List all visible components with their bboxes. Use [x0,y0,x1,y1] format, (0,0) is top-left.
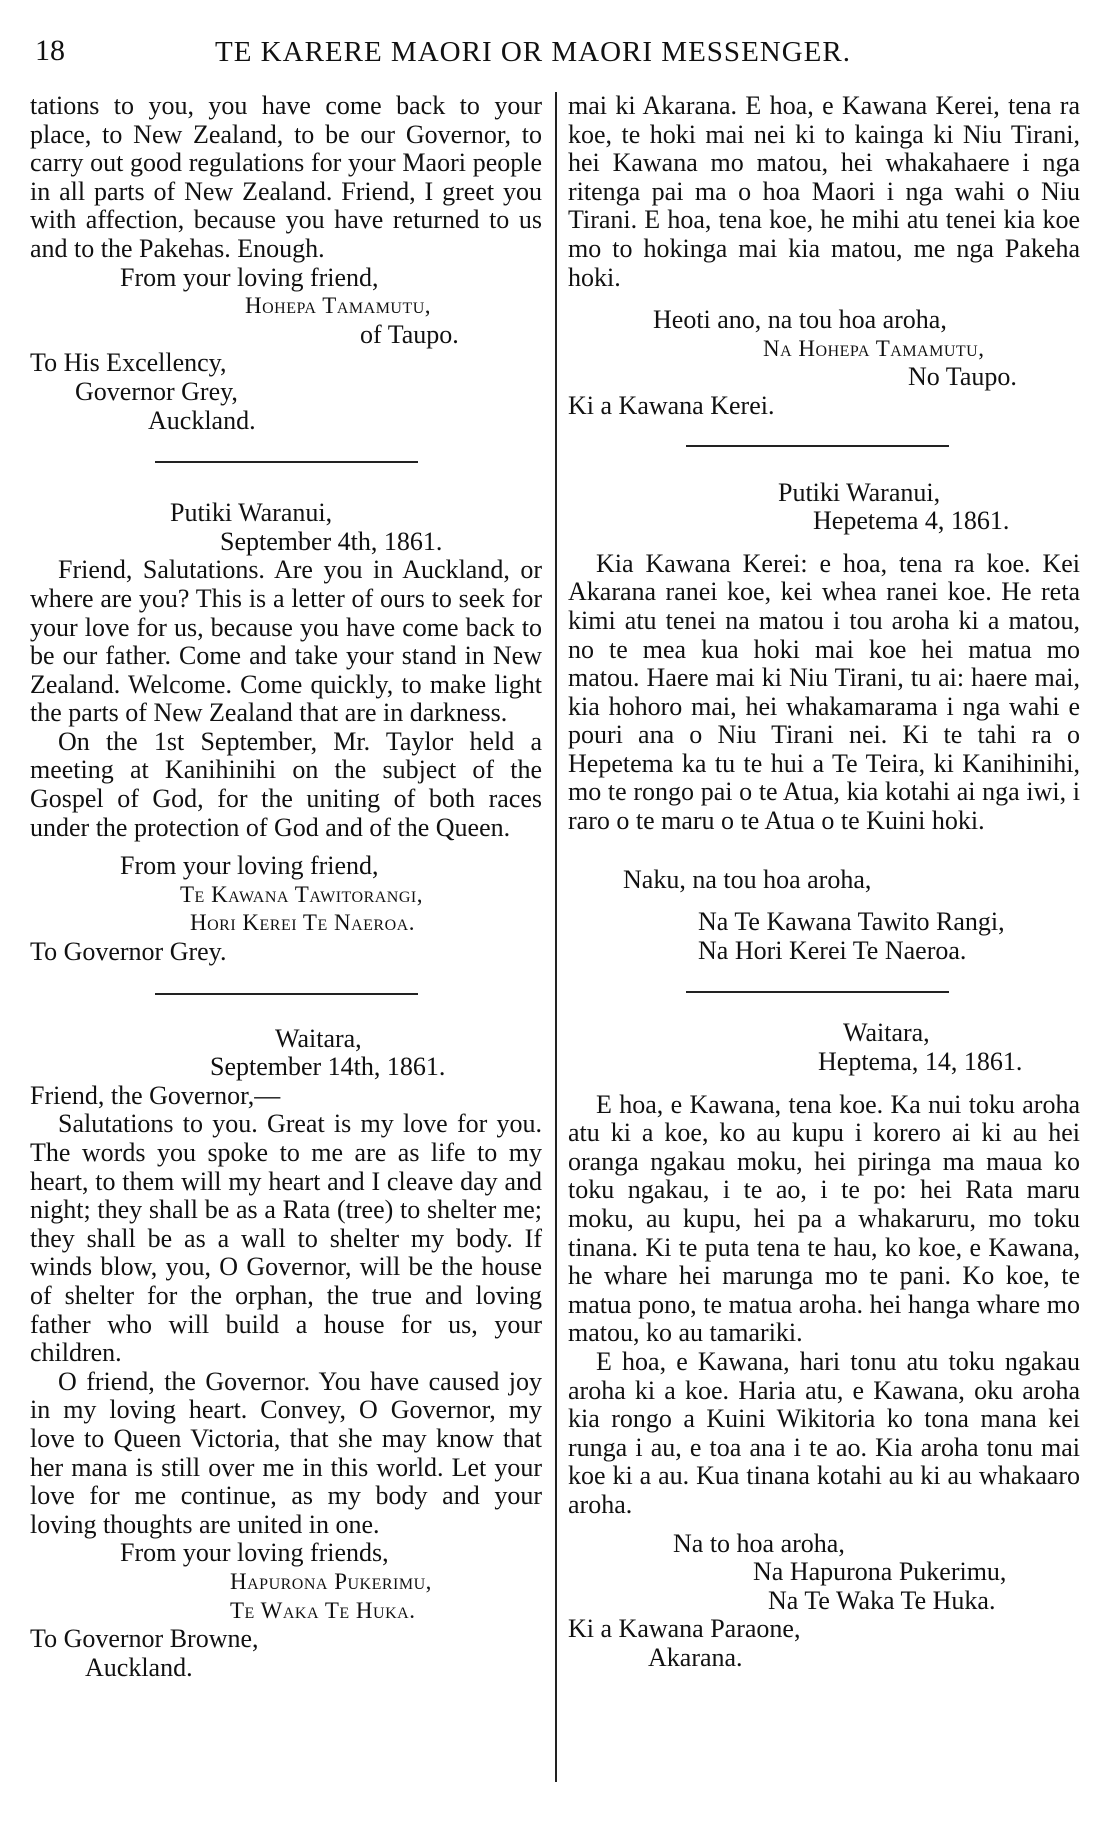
signature: Hohepa Tamamutu, [245,293,432,319]
address-line: Auckland. [85,1652,193,1682]
letter-1-english [30,92,542,435]
section-rule [686,445,949,447]
page-header [0,28,1114,78]
address-line: Auckland. [148,405,256,435]
letter-place: Putiki Waranui, [170,498,333,528]
signature-place: of Taupo. [360,319,459,349]
letter-1-maori [568,92,1080,421]
address-line: Governor Grey, [75,376,238,406]
letter-paragraph: E hoa, e Kawana, hari tonu atu toku ngakau aroha ki a koe. Haria atu, e Kawana, oku aroha kia rongo a Kuini Wikitoria ko tona mana kei runga i au, e toa ana i te ao. Kia aroha tonu mai koe ki a au. Kua tinana kotahi au ki au whakaaro aroha. [568,1346,1080,1519]
signature: Te Waka Te Huka. [230,1597,416,1623]
letter-3-maori [568,1019,1080,1672]
letter-paragraph: O friend, the Governor. You have caused joy in my loving heart. Convey, O Governor, my love to Queen Victoria, that she may know that her mana is still over me in this world. Let your love for me continue, as my body and your loving thoughts are united in one. [30,1366,542,1539]
address-line: To His Excellency, [30,348,227,378]
signature: Na Hori Kerei Te Naeroa. [698,935,967,965]
address-line: Ki a Kawana Kerei. [568,390,775,420]
english-column [30,92,542,1682]
letter-place: Waitara, [275,1023,362,1053]
letter-body: tations to you, you have come back to your place, to New Zealand, to be our Governor, to carry out good regulations for your Maori people in all parts of New Zealand. Friend, I greet you with affection, because you have returned to us and to the Pakehas. Enough. [30,91,542,263]
signature: Hapurona Pukerimu, [230,1568,432,1594]
section-rule [155,993,418,995]
address-line: To Governor Grey. [30,937,227,967]
closing: Na to hoa aroha, [673,1528,845,1558]
address-line: Akarana. [648,1642,743,1672]
address-line: Ki a Kawana Paraone, [568,1614,801,1644]
letter-paragraph: Salutations to you. Great is my love for you. The words you spoke to me are as life to my heart, to them will my heart and I cleave day and night; they shall be as a Rata (tree) to shelter me; they shall be as a wall to shelter my body. If winds blow, you, O Governor, will be the house of shelter for the orphan, the true and loving father who will build a house for us, your children. [30,1109,542,1368]
letter-paragraph: Friend, Salutations. Are you in Auckland, or where are you? This is a letter of ours to seek for your love for us, because you have come back to be our father. Come and take your stand in New Zealand. Welcome. Come quickly, to make light the parts of New Zealand that are in darkness. [30,555,542,728]
salutation: Friend, the Governor,— [30,1080,281,1110]
letter-place: Waitara, [843,1018,930,1048]
letter-place: Putiki Waranui, [778,477,941,507]
closing: From your loving friends, [120,1538,389,1568]
signature: Hori Kerei Te Naeroa. [190,910,415,936]
closing: Heoti ano, na tou hoa aroha, [653,305,947,335]
signature-place: No Taupo. [908,362,1017,392]
letter-date: Hepetema 4, 1861. [813,506,1010,536]
address-line: To Governor Browne, [30,1624,259,1654]
section-rule [155,461,418,463]
maori-column [568,92,1080,1673]
letter-paragraph: On the 1st September, Mr. Taylor held a meeting at Kanihinihi on the subject of the Gospel of God, for the uniting of both races under the protection of God and of the Queen. [30,726,542,842]
newspaper-title: TE KARERE MAORI OR MAORI MESSENGER. [215,36,851,68]
page-number: 18 [35,34,65,67]
closing: Naku, na tou hoa aroha, [623,864,872,894]
signature: Na Hohepa Tamamutu, [763,335,985,361]
signature: Na Hapurona Pukerimu, [753,1557,1007,1587]
section-rule [686,991,949,993]
letter-body: mai ki Akarana. E hoa, e Kawana Kerei, tena ra koe, te hoki mai nei ki to kainga ki Niu Tirani, hei Kawana mo matou, hei whakahaere i nga ritenga pai ma o hoa Maori i nga wahi o Niu Tirani. E hoa, tena koe, he mihi atu tenei kia koe mo to hokinga mai kia matou, me nga Pakeha hoki. [568,91,1080,292]
closing: From your loving friend, [120,851,379,881]
column-divider [555,92,557,1782]
signature: Na Te Waka Te Huka. [768,1585,996,1615]
letter-3-english [30,1025,542,1683]
signature: Na Te Kawana Tawito Rangi, [698,907,1005,937]
letter-paragraph: Kia Kawana Kerei: e hoa, tena ra koe. Kei Akarana ranei koe, kei whea ranei koe. He reta kimi atu tenei na matou i tou aroha ki a matou, no te mea kua hoki mai koe hei matua mo matou. Haere mai ki Niu Tirani, tu ai: haere mai, kia hohoro mai, hei whakamarama i nga wahi e pouri ana o Niu Tirani nei. Ki te tahi ra o Hepetema ka tu te hui a Te Teira, ki Kanihinihi, mo te rongo pai o te Atua, kia kotahi ai nga iwi, i raro o te maru o te Atua o te Kuini hoki. [568,548,1080,836]
letter-date: September 4th, 1861. [220,526,443,556]
letter-paragraph: E hoa, e Kawana, tena koe. Ka nui toku aroha atu ki a koe, ko au kupu i korero ai ki au hei oranga ngakau moku, hei piringa ma maua ko toku ngakau, i te ao, i te po: hei Rata maru moku, au kupu, hei pa a whakaruru, mo toku tinana. Ki te puta tena te hau, ko koe, e Kawana, he whare hei marunga mo te pani. Ko koe, te matua pono, te matua aroha. hei hanga whare mo matou, ko au tamariki. [568,1089,1080,1348]
closing: From your loving friend, [120,262,379,292]
signature: Te Kawana Tawitorangi, [180,881,423,907]
letter-date: Heptema, 14, 1861. [818,1047,1023,1077]
letter-2-english [30,499,542,967]
letter-date: September 14th, 1861. [210,1052,446,1082]
letter-2-maori [568,479,1080,966]
